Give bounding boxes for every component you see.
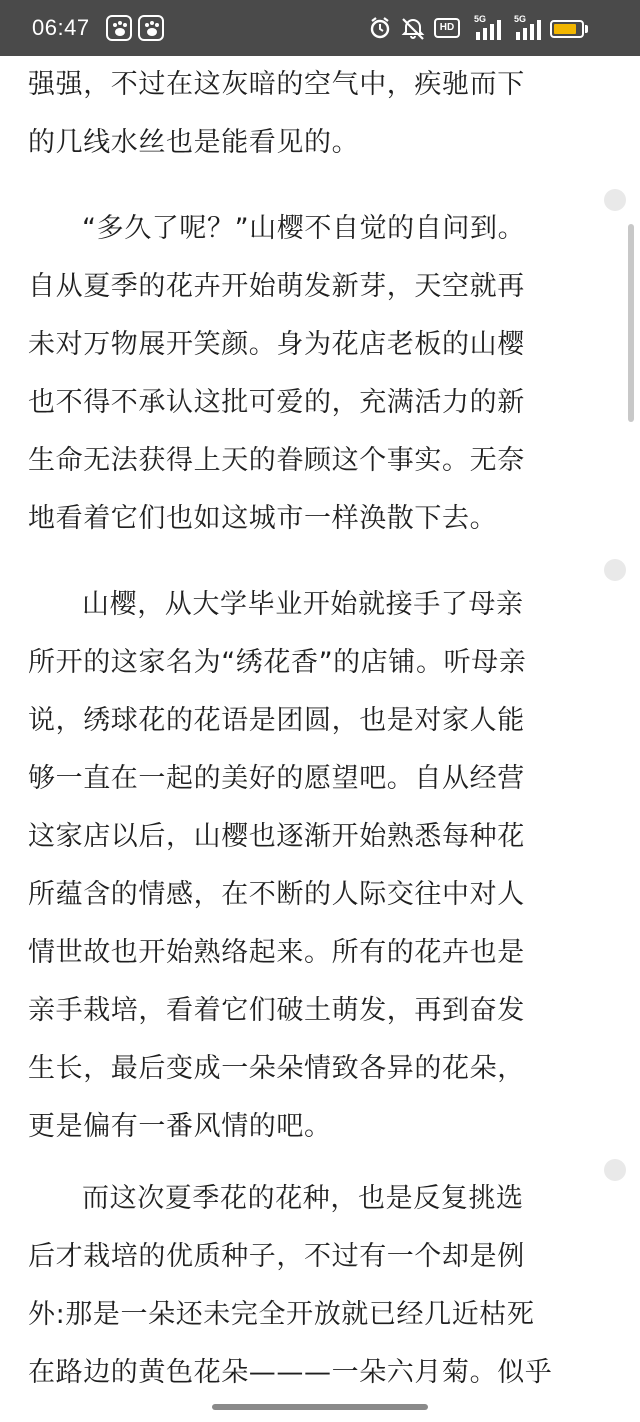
text-line: 外:那是一朵还未完全开放就已经几近枯死	[28, 1299, 535, 1330]
home-indicator[interactable]	[212, 1404, 428, 1410]
text-line: 强强，不过在这灰暗的空气中，疾驰而下	[28, 69, 525, 100]
text-line: 山樱，从大学毕业开始就接手了母亲	[82, 589, 524, 620]
text-line: 所蕴含的情感，在不断的人际交往中对人	[28, 879, 525, 910]
status-bar	[0, 0, 640, 56]
text-line: 的几线水丝也是能看见的。	[28, 127, 360, 158]
hd-label: HD	[434, 18, 460, 38]
signal-icon	[474, 14, 504, 42]
text-line: 生长，最后变成一朵朵情致各异的花朵，	[28, 1053, 525, 1084]
text-line: 而这次夏季花的花种，也是反复挑选	[82, 1183, 524, 1214]
baidu-app-icon	[106, 15, 132, 41]
text-line: 更是偏有一番风情的吧。	[28, 1111, 332, 1142]
text-line: “多久了呢？”山樱不自觉的自问到。	[82, 213, 526, 244]
text-line: 地看着它们也如这城市一样涣散下去。	[28, 503, 498, 534]
text-line: 未对万物展开笑颜。身为花店老板的山樱	[28, 329, 525, 360]
alarm-icon	[368, 14, 392, 42]
scrollbar-thumb[interactable]	[628, 224, 634, 422]
text-line: 所开的这家名为“绣花香”的店铺。听母亲	[28, 647, 527, 678]
network-type-label: 5G	[514, 14, 527, 24]
text-line: 生命无法获得上天的眷顾这个事实。无奈	[28, 445, 525, 476]
signal-icon	[514, 14, 544, 42]
text-line: 情世故也开始熟络起来。所有的花卉也是	[28, 937, 525, 968]
paragraph-comment-button[interactable]	[604, 1159, 626, 1181]
text-line: 够一直在一起的美好的愿望吧。自从经营	[28, 763, 525, 794]
text-line: 后才栽培的优质种子，不过有一个却是例	[28, 1241, 525, 1272]
status-time: 06:47	[32, 15, 90, 40]
text-line: 在路边的黄色花朵———一朵六月菊。似乎	[28, 1357, 553, 1388]
paragraph-comment-button[interactable]	[604, 559, 626, 581]
network-type-label: 5G	[474, 14, 487, 24]
text-line: 自从夏季的花卉开始萌发新芽，天空就再	[28, 271, 525, 302]
baidu-app-icon	[138, 15, 164, 41]
paragraph-comment-button[interactable]	[604, 189, 626, 211]
text-line: 这家店以后，山樱也逐渐开始熟悉每种花	[28, 821, 525, 852]
text-line: 亲手栽培，看着它们破土萌发，再到奋发	[28, 995, 525, 1026]
text-line: 也不得不承认这批可爱的，充满活力的新	[28, 387, 525, 418]
mute-icon	[400, 14, 426, 42]
battery-level	[554, 24, 576, 34]
text-line: 说，绣球花的花语是团圆，也是对家人能	[28, 705, 525, 736]
